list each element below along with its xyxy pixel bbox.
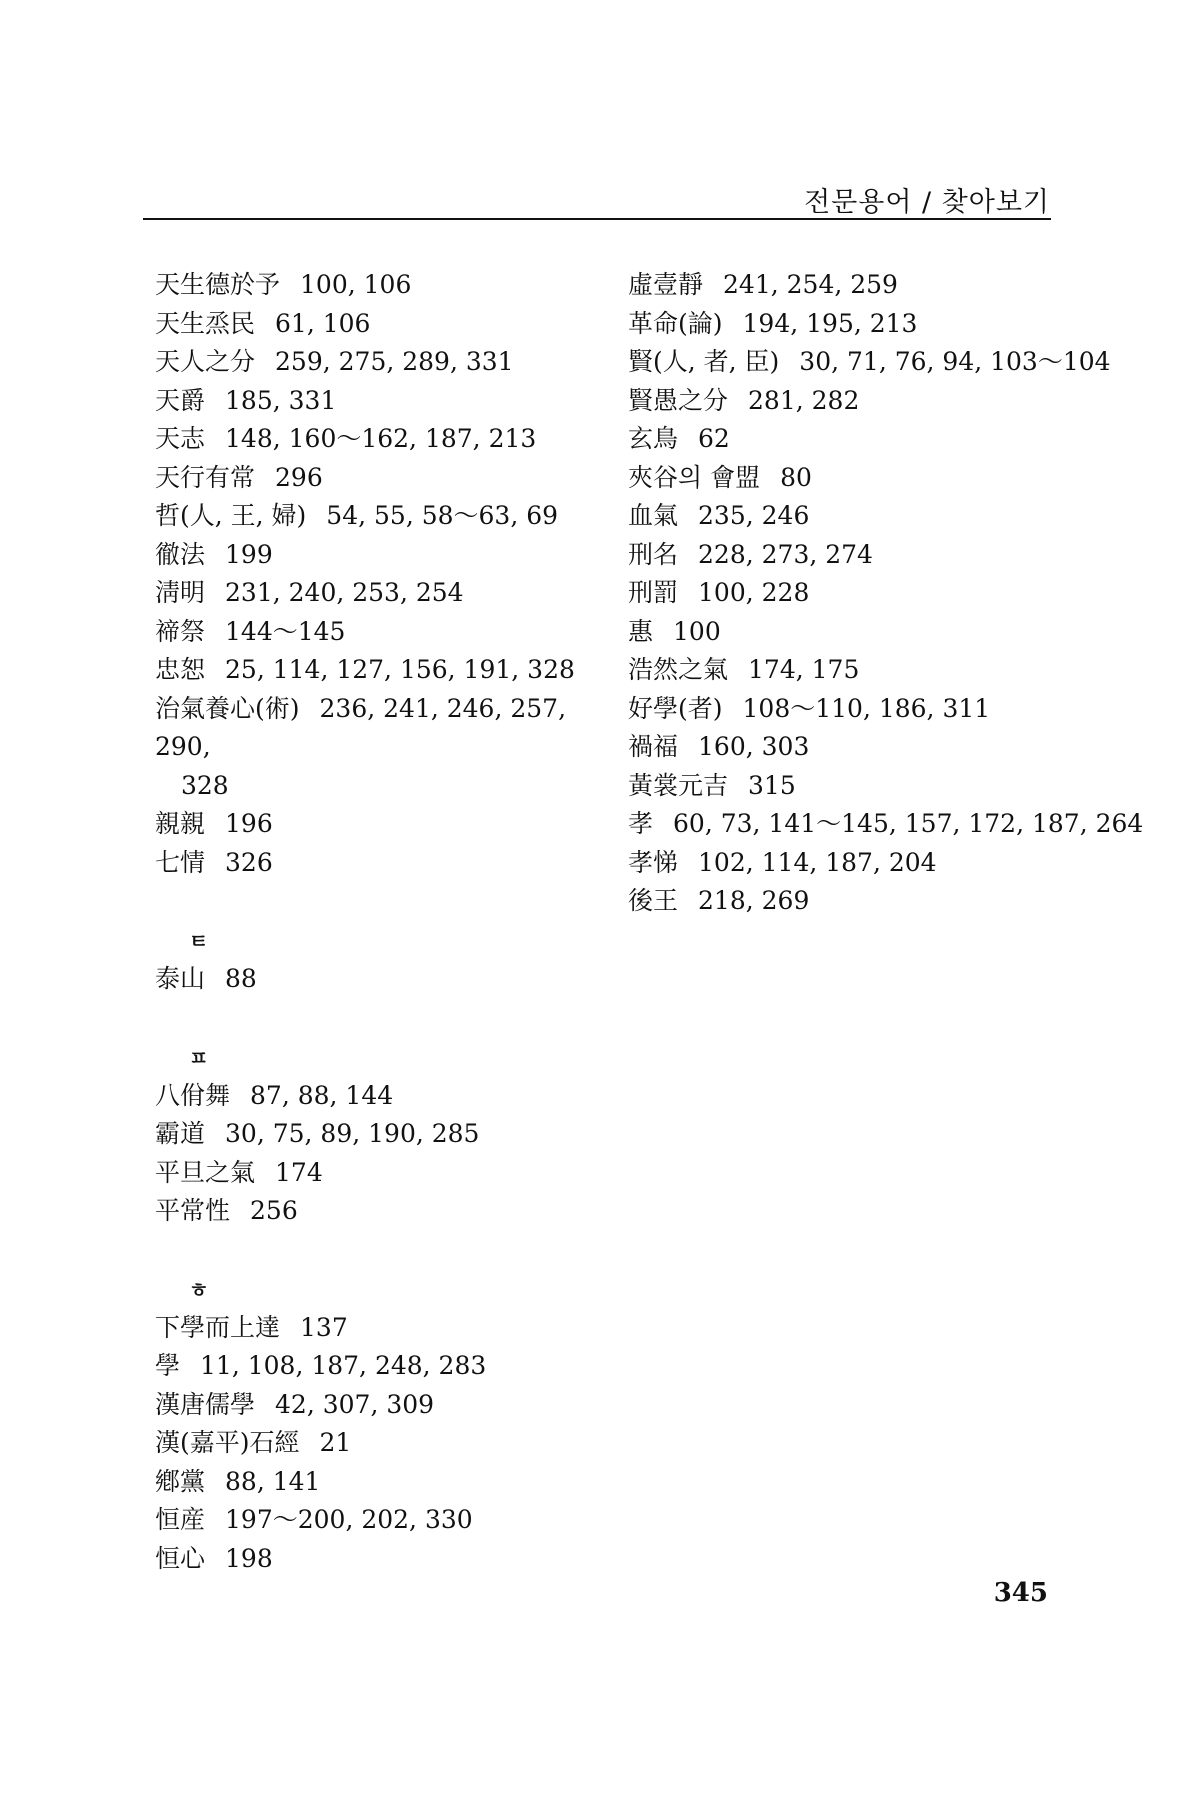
running-head: 전문용어 / 찾아보기: [804, 187, 1050, 218]
index-term: 恒心: [155, 1543, 206, 1573]
index-term: 天生德於予: [155, 270, 281, 299]
index-page-refs: 228, 273, 274: [698, 539, 873, 569]
index-page-refs: 62: [698, 424, 730, 453]
index-entry: [155, 574, 595, 613]
index-page-refs: 185, 331: [225, 385, 337, 415]
index-entry: [628, 536, 1078, 575]
index-page-refs: 61, 106: [275, 308, 371, 338]
index-entry: [155, 1347, 595, 1386]
index-page-refs: 196: [225, 809, 273, 838]
index-term: 天行有常: [155, 462, 256, 492]
index-entry: [155, 266, 595, 305]
index-term: 刑罰: [628, 578, 679, 607]
index-entry: [155, 536, 595, 575]
index-term: 哲(人, 王, 婦): [155, 501, 307, 530]
index-entry: [628, 497, 1078, 536]
index-entries-right: [628, 266, 1144, 921]
index-page-refs: 236, 241, 246, 257, 290,: [155, 693, 567, 761]
index-term: 革命(論): [628, 308, 723, 338]
index-page-refs: 241, 254, 259: [723, 270, 898, 299]
index-page-refs: 174, 175: [748, 655, 860, 684]
index-page-refs: 108～110, 186, 311: [742, 693, 991, 723]
index-page-refs: 100: [673, 616, 721, 646]
index-term: 天爵: [155, 385, 206, 415]
index-term: 親親: [155, 809, 206, 838]
index-entry: [155, 1154, 595, 1193]
index-entry: [628, 651, 1078, 690]
index-entry: [155, 1115, 595, 1154]
index-entry: [628, 382, 1078, 421]
index-entries-t: [155, 960, 595, 999]
index-term: 忠恕: [155, 655, 206, 684]
index-page-refs: 194, 195, 213: [742, 308, 918, 338]
index-page-refs: 296: [275, 462, 323, 492]
index-page-refs: 100, 106: [300, 270, 412, 299]
section-heading-p: ㅍ: [189, 1045, 209, 1070]
index-page-refs: 102, 114, 187, 204: [698, 847, 937, 877]
section-heading-t: ㅌ: [189, 929, 209, 953]
index-page-refs: 218, 269: [698, 886, 810, 915]
index-term: 霸道: [155, 1119, 206, 1148]
index-term: 孝悌: [628, 847, 679, 877]
index-term: 天志: [155, 424, 206, 453]
index-entry: [628, 266, 1078, 305]
index-page-refs: 160, 303: [698, 732, 810, 761]
index-page-refs: 88, 141: [225, 1466, 321, 1496]
index-term: 黃裳元吉: [628, 770, 729, 800]
index-page-refs: 174: [275, 1157, 323, 1187]
index-page-refs-continued: 328: [181, 770, 229, 800]
index-term: 後王: [628, 886, 679, 915]
index-entry: [628, 690, 1078, 729]
index-page-refs: 256: [250, 1196, 298, 1225]
index-term: 虛壹靜: [628, 270, 704, 299]
index-entry: [155, 1424, 595, 1463]
index-page-refs: 259, 275, 289, 331: [275, 347, 514, 376]
index-page-refs: 281, 282: [748, 385, 860, 415]
index-term: 賢愚之分: [628, 385, 729, 415]
index-page-refs: 100, 228: [698, 578, 810, 607]
index-page-refs: 87, 88, 144: [250, 1080, 394, 1110]
index-entry: [155, 844, 595, 883]
index-page-refs: 21: [319, 1428, 352, 1457]
index-entry: [155, 960, 595, 999]
index-entry: [628, 844, 1078, 883]
index-term: 刑名: [628, 539, 679, 569]
index-entry: [155, 497, 595, 536]
index-page-refs: 144～145: [225, 616, 346, 646]
index-entry: [628, 805, 1144, 844]
index-page-refs: 54, 55, 58～63, 69: [326, 501, 559, 530]
index-term: 禍福: [628, 732, 679, 761]
index-entry: [155, 1463, 595, 1502]
index-entry: [155, 651, 595, 690]
index-page-refs: 197～200, 202, 330: [225, 1505, 473, 1534]
index-entry: [628, 459, 1078, 498]
index-page-refs: 80: [780, 462, 812, 492]
page-number: 345: [993, 1578, 1048, 1608]
index-term: 徹法: [155, 539, 206, 569]
index-column-right: [628, 266, 1144, 921]
index-entry: [155, 690, 595, 806]
index-entry: [628, 613, 1078, 652]
index-entries-p: [155, 1077, 595, 1231]
index-entry: [155, 459, 595, 498]
index-term: 鄕黨: [155, 1466, 206, 1496]
index-page-refs: 315: [748, 770, 796, 800]
index-term: 血氣: [628, 501, 679, 530]
index-term: 七情: [155, 847, 206, 877]
index-term: 平常性: [155, 1196, 231, 1225]
index-entry: [628, 728, 1078, 767]
index-term: 夾谷의 會盟: [628, 462, 761, 492]
index-entry: [628, 767, 1078, 806]
index-term: 賢(人, 者, 臣): [628, 347, 780, 376]
index-entry: [155, 1077, 595, 1116]
index-term: 恒産: [155, 1505, 206, 1534]
index-entry: [155, 1501, 595, 1540]
index-entry: [155, 1540, 595, 1579]
index-term: 好學(者): [628, 693, 723, 723]
index-entry: [155, 420, 595, 459]
index-term: 泰山: [155, 964, 206, 993]
index-term: 平旦之氣: [155, 1157, 256, 1187]
index-entry: [628, 305, 1078, 344]
index-page-refs: 199: [225, 539, 273, 569]
index-entry: [628, 343, 1111, 382]
index-page-refs: 137: [300, 1312, 348, 1342]
index-page-refs: 148, 160～162, 187, 213: [225, 424, 537, 453]
index-term: 天人之分: [155, 347, 256, 376]
index-entry: [155, 305, 595, 344]
index-term: 孝: [628, 809, 654, 838]
index-entry: [155, 1192, 595, 1231]
index-term: 下學而上達: [155, 1312, 281, 1342]
index-term: 玄鳥: [628, 424, 679, 453]
index-term: 淸明: [155, 578, 206, 607]
index-term: 八佾舞: [155, 1080, 231, 1110]
index-page-refs: 42, 307, 309: [275, 1389, 435, 1419]
index-entries-h: [155, 1309, 595, 1579]
index-column-left: [155, 266, 595, 1578]
index-entry: [628, 882, 1078, 921]
index-entry: [155, 343, 595, 382]
index-term: 禘祭: [155, 616, 206, 646]
index-entry: [155, 613, 595, 652]
index-page-refs: 30, 75, 89, 190, 285: [225, 1119, 480, 1148]
index-entries-top: [155, 266, 595, 882]
index-page-refs: 25, 114, 127, 156, 191, 328: [225, 655, 575, 684]
index-entry: [628, 420, 1078, 459]
index-entry: [155, 1386, 595, 1425]
index-page-refs: 88: [225, 964, 257, 993]
index-term: 惠: [628, 616, 654, 646]
index-page-refs: 198: [225, 1543, 273, 1573]
index-page-refs: 11, 108, 187, 248, 283: [200, 1351, 487, 1380]
section-heading-h: ㅎ: [189, 1277, 209, 1302]
index-term: 浩然之氣: [628, 655, 729, 684]
index-entry: [155, 805, 595, 844]
index-term: 治氣養心(術): [155, 693, 300, 723]
index-term: 漢唐儒學: [155, 1389, 256, 1419]
index-page-refs: 231, 240, 253, 254: [225, 578, 464, 607]
index-page-refs: 60, 73, 141～145, 157, 172, 187, 264: [673, 809, 1144, 838]
index-term: 天生烝民: [155, 308, 256, 338]
index-page-refs: 30, 71, 76, 94, 103～104: [799, 347, 1111, 376]
index-page-refs: 235, 246: [698, 501, 810, 530]
index-entry: [628, 574, 1078, 613]
index-entry: [155, 382, 595, 421]
header-rule: [143, 218, 1051, 220]
index-page-refs: 326: [225, 847, 273, 877]
index-term: 漢(嘉平)石經: [155, 1428, 300, 1457]
index-term: 學: [155, 1351, 181, 1380]
index-entry: [155, 1309, 595, 1348]
